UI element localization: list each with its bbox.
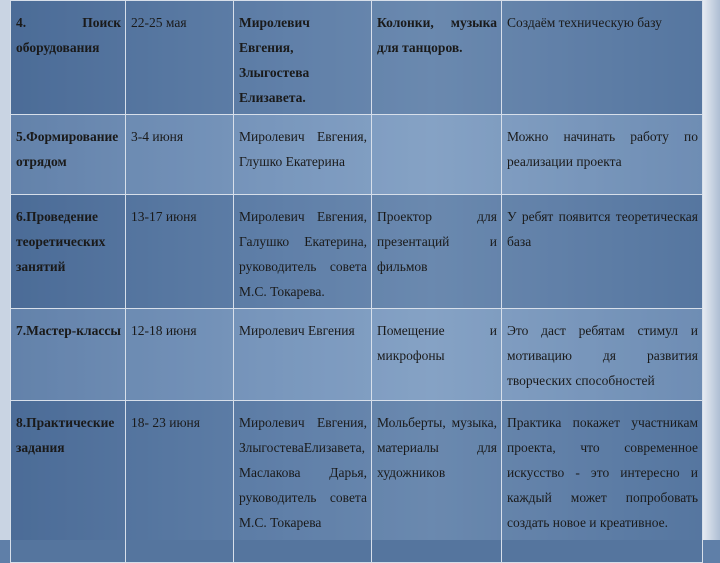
table-row bbox=[11, 195, 703, 309]
project-plan-table bbox=[10, 0, 703, 563]
result-cell: Это даст ребятам стимул и мотивацию дя развития творческих способностей bbox=[502, 309, 703, 401]
table-row bbox=[11, 1, 703, 115]
resources-cell: Колонки, музыка для танцоров. bbox=[372, 1, 502, 115]
resources-cell: Проектор для презентаций и фильмов bbox=[372, 195, 502, 309]
table-row bbox=[11, 309, 703, 401]
responsible-cell: Миролевич Евгения, ЗлыгостеваЕлизавета, Маслакова Дарья, руководитель совета М.С. Токарева bbox=[234, 401, 372, 563]
date-cell: 12-18 июня bbox=[126, 309, 234, 401]
result-cell: У ребят появится теоретическая база bbox=[502, 195, 703, 309]
responsible-cell: Миролевич Евгения, Глушко Екатерина bbox=[234, 115, 372, 195]
slide-right-border bbox=[702, 0, 720, 540]
result-cell: Практика покажет участникам проекта, что современное искусство - это интересно и каждый может попробовать создать новое и креативное. bbox=[502, 401, 703, 563]
result-cell: Можно начинать работу по реализации проекта bbox=[502, 115, 703, 195]
responsible-cell: Миролевич Евгения, Галушко Екатерина, руководитель совета М.С. Токарева. bbox=[234, 195, 372, 309]
stage-cell: 7.Мастер-классы bbox=[11, 309, 126, 401]
resources-cell: Мольберты, музыка, материалы для художников bbox=[372, 401, 502, 563]
slide-left-border bbox=[0, 0, 10, 540]
responsible-cell: Миролевич Евгения bbox=[234, 309, 372, 401]
date-cell: 22-25 мая bbox=[126, 1, 234, 115]
result-cell: Создаём техническую базу bbox=[502, 1, 703, 115]
stage-cell: 4. Поиск оборудования bbox=[11, 1, 126, 115]
date-cell: 3-4 июня bbox=[126, 115, 234, 195]
table-row bbox=[11, 401, 703, 563]
date-cell: 18- 23 июня bbox=[126, 401, 234, 563]
stage-cell: 8.Практические задания bbox=[11, 401, 126, 563]
stage-cell: 6.Проведение теоретических занятий bbox=[11, 195, 126, 309]
resources-cell: Помещение и микрофоны bbox=[372, 309, 502, 401]
table-row bbox=[11, 115, 703, 195]
responsible-cell: Миролевич Евгения, Злыгостева Елизавета. bbox=[234, 1, 372, 115]
resources-cell bbox=[372, 115, 502, 195]
stage-cell: 5.Формирование отрядом bbox=[11, 115, 126, 195]
date-cell: 13-17 июня bbox=[126, 195, 234, 309]
